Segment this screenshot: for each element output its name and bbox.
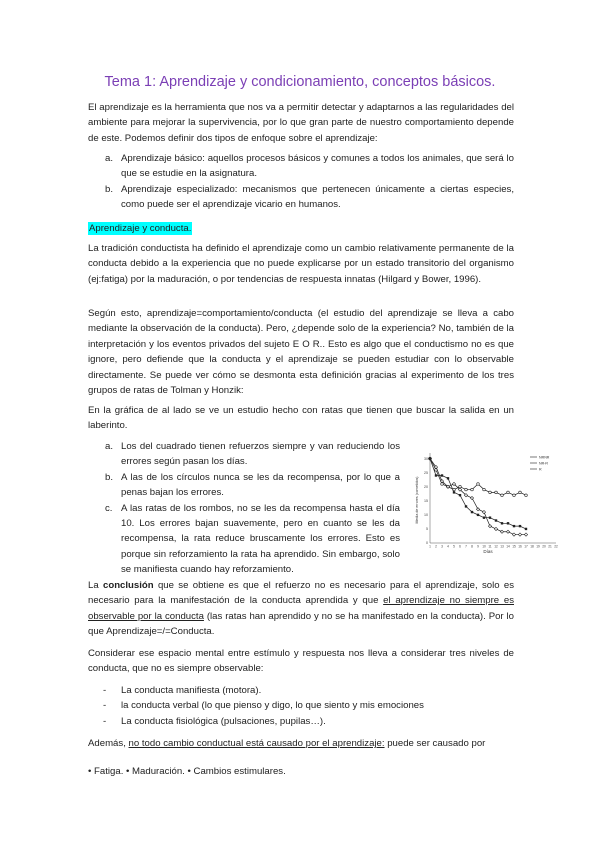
chart-point [494,527,497,530]
chart-x-tick-label: 13 [500,544,504,549]
chart-x-tick-label: 6 [459,544,461,549]
chart-y-tick-label: 10 [424,513,428,518]
chart-point [495,491,498,494]
chart-x-tick-label: 8 [471,544,473,549]
chart-x-label: Días [483,549,493,554]
chart-point [524,533,527,536]
chart-point [447,477,449,479]
chart-point [470,496,473,499]
chart-x-tick-label: 7 [465,544,467,549]
chart-legend-label: R [539,467,542,472]
chart-x-tick-label: 11 [488,544,492,549]
chart-point [435,474,437,476]
section-heading: Aprendizaje y conducta. [89,223,192,234]
chart-x-tick-label: 21 [548,544,552,549]
chart-point [489,491,492,494]
chart-x-tick-label: 4 [447,544,449,549]
conclusion-paragraph: La conclusión que se obtiene es que el refuerzo no es necesario para el aprendizaje, solo es necesario para la manifestación de la conducta aprendida y que el aprendizaje no siempre es observable por la conducta (las ratas han aprendido y no se ha manifestado en la conducta). Por lo que Aprendizaje=/=Conducta. [88,580,515,638]
chart-point [501,522,503,524]
chart-point [507,522,509,524]
chart-x-tick-label: 18 [530,544,534,549]
levels-list [88,683,514,729]
chart-point [513,494,516,497]
chart-x-tick-label: 1 [429,544,431,549]
chart-point [477,514,479,516]
chart-point [441,474,443,476]
chart-x-tick-label: 20 [542,544,546,549]
chart-point [519,491,522,494]
chart-point [525,528,527,530]
chart-x-tick-label: 17 [524,544,528,549]
chart-y-tick-label: 0 [426,541,428,546]
paragraph-chart-intro: En la gráfica de al lado se ve un estudio hecho con ratas que tienen que buscar la salida en un laberinto. [88,405,514,432]
chart-x-tick-label: 10 [482,544,486,549]
chart-point [495,519,497,521]
chart-x-tick-label: 5 [453,544,455,549]
chart-point [471,488,474,491]
chart-point [482,510,485,513]
chart-x-tick-label: 12 [494,544,498,549]
list-item: a. Los del cuadrado tienen refuerzos siempre y van reduciendo los errores según pasan los días. [105,441,400,468]
chart-point [429,457,431,459]
chart-x-tick-label: 22 [554,544,558,549]
levels-intro-paragraph: Considerar ese espacio mental entre estímulo y respuesta nos lleva a considerar tres niveles de conducta, que no es siempre observable: [88,648,514,675]
chart-point [488,525,491,528]
chart-y-tick-label: 30 [424,456,428,461]
chart-point [471,511,473,513]
list-item: - La conducta manifiesta (motora). [103,685,262,696]
chart-point [512,533,515,536]
list-item: b. Aprendizaje especializado: mecanismos que pertenecen únicamente a ciertas especies, como puede ser el aprendizaje vicario en humanos. [105,183,514,211]
chart-point [506,530,509,533]
paragraph-definition: La tradición conductista ha definido el aprendizaje como un cambio relativamente permanente de la conducta debido a la experiencia que no puede explicarse por un estado transitorio del organismo (ej:fatiga) por la maduración, o por tendencias de respuesta innatas (Hilgard y Bower, 1996). [88,243,514,285]
list-item: a. Aprendizaje básico: aquellos procesos básicos y comunes a todos los animales, que será lo que se estudie en la asignatura. [105,153,514,180]
chart-point [483,516,485,518]
chart-x-tick-label: 19 [536,544,540,549]
chart-point [465,505,467,507]
chart-x-tick-label: 9 [477,544,479,549]
chart-point [519,525,521,527]
chart-point [453,491,455,493]
intro-paragraph: El aprendizaje es la herramienta que nos va a permitir detectar y adaptarnos a las regularidades del ambiente para mejorar la supervivencia, por lo que gran parte de nuestro comportamiento depende de este. Podemos definir dos tipos de enfoque sobre el aprendizaje: [88,102,514,144]
chart-y-tick-label: 15 [424,499,428,504]
chart-point [465,488,468,491]
chart-legend-label: NR-R [539,461,548,466]
chart-point [500,530,503,533]
chart-point [507,491,510,494]
chart-x-tick-label: 2 [435,544,437,549]
chart-y-tick-label: 5 [426,527,428,532]
chart-legend-label: NRNR [539,455,550,460]
chart-point [501,494,504,497]
chart-x-tick-label: 16 [518,544,522,549]
chart-x-tick-label: 15 [512,544,516,549]
chart-point [476,508,479,511]
chart-series-line-nrr [430,459,526,535]
chart-y-tick-label: 20 [424,484,428,489]
chart-point [513,525,515,527]
last-paragraph: Además, no todo cambio conductual está causado por el aprendizaje: puede ser causado por [88,738,486,749]
chart-point [483,488,486,491]
paragraph-experiment: Según esto, aprendizaje=comportamiento/conducta (el estudio del aprendizaje se lleva a cabo mediante la observación de la conducta). Pero, ¿depende solo de la experiencia? No, también de la interpretación y los eventos privados del sujeto E O R.. Esto es algo que el conductismo no es que ignore, pero defiende que la conducta y el aprendizaje se pueden estudiar con lo observable directamente. Se puede ver cómo se desmonta esta definición gracias al experimento de los tres grupos de ratas de Tolman y Honzik: [88,308,514,397]
list-item: b. A las de los círculos nunca se les da recompensa, por lo que a penas bajan los errores. [105,471,400,499]
chart-x-tick-label: 3 [441,544,443,549]
rat-maze-chart [410,445,560,555]
chart-y-label: Media de errores (cometidos) [415,476,419,524]
chart-point [459,494,461,496]
list-item: - la conducta verbal (lo que pienso y digo, lo que siento y mis emociones [103,700,424,712]
chart-point [518,533,521,536]
list-item: c. A las ratas de los rombos, no se les da recompensa hasta el día 10. Los errores bajan suavemente, pero en cuanto se les da recompensa, la rata reduce bruscamente los errores. Esto es porque sin reforzamiento la rata ha aprendido. Sin embargo, solo se manifiesta cuando hay reforzamiento. [105,502,400,576]
list-item: - La conducta fisiológica (pulsaciones, pupilas…). [103,715,326,727]
causes-line: • Fatiga. • Maduración. • Cambios estimulares. [88,766,286,777]
chart-point [525,494,528,497]
chart-point [489,516,491,518]
page-title: Tema 1: Aprendizaje y condicionamiento, conceptos básicos. [104,74,496,90]
chart-point [477,483,480,486]
types-list [88,151,514,213]
groups-list [88,439,400,578]
chart-y-tick-label: 25 [424,470,428,475]
chart-x-tick-label: 14 [506,544,510,549]
